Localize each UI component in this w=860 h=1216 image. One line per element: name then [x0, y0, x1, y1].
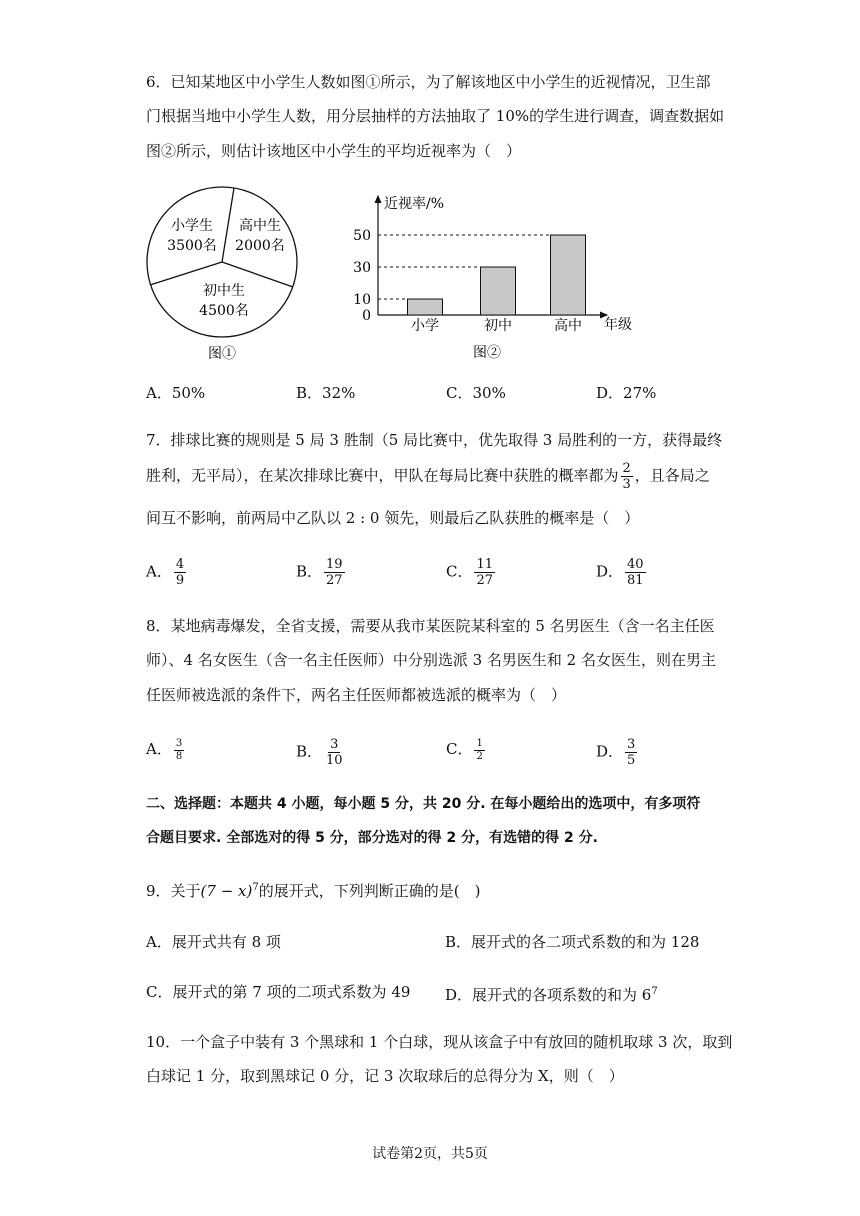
- x-tick-label-初中: 初中: [484, 318, 512, 334]
- q6-option-b[interactable]: B．32%: [296, 384, 356, 402]
- q7-option-a[interactable]: A． $\frac{4}{9}$: [146, 557, 185, 588]
- chart-caption: 图②: [473, 345, 501, 361]
- pie-label-middle: 初中生: [203, 283, 245, 299]
- q8-line-3: 任医师被选派的条件下，两名主任医师都被选派的概率为（ ）: [146, 686, 567, 704]
- q6-option-d[interactable]: D．27%: [596, 384, 657, 402]
- y-tick-label-0: 0: [362, 308, 371, 324]
- q9-option-c[interactable]: C．展开式的第 7 项的二项式系数为 49: [146, 983, 411, 1001]
- q9-option-d[interactable]: D．展开式的各项系数的和为 $6^7$: [445, 986, 658, 1004]
- bar-高中: [551, 235, 586, 315]
- q7-line-1: 7．排球比赛的规则是 5 局 3 胜制（5 局比赛中，优先取得 3 局胜利的一方，获得最终: [146, 431, 723, 449]
- q8-line-1: 8．某地病毒爆发，全省支援，需要从我市某医院某科室的 5 名男医生（含一名主任医: [146, 617, 715, 635]
- q6-option-a[interactable]: A．50%: [146, 384, 206, 402]
- q10-line-2: 白球记 1 分，取到黑球记 0 分，记 3 次取球后的总得分为 X，则（ ）: [146, 1067, 624, 1085]
- q6-line-3: 图②所示，则估计该地区中小学生的平均近视率为（ ）: [146, 142, 522, 160]
- q8-option-b[interactable]: B． $\frac{3}{10}$: [296, 737, 343, 768]
- page-footer: 试卷第2页，共5页: [372, 1146, 488, 1162]
- q7-line-2-tail: ，且各局之: [634, 466, 710, 485]
- q10-line-1: 10．一个盒子中装有 3 个黑球和 1 个白球，现从该盒子中有放回的随机取球 3 次，取到: [146, 1033, 733, 1051]
- x-tick-label-高中: 高中: [554, 318, 582, 334]
- q7-option-c[interactable]: C． $\frac{11}{27}$: [446, 557, 494, 588]
- pie-count-primary: 3500名: [167, 238, 217, 254]
- pie-count-middle: 4500名: [199, 303, 249, 319]
- q9-expression: (7 − x): [200, 882, 253, 900]
- q8-option-c[interactable]: C． $\frac{1}{2}$: [446, 737, 483, 762]
- section2-line-1: 二、选择题：本题共 4 小题，每小题 5 分，共 20 分. 在每小题给出的选项中，有多项符: [146, 796, 701, 812]
- q7-option-d[interactable]: D． $\frac{40}{81}$: [596, 557, 644, 588]
- q7-option-b[interactable]: B． $\frac{19}{27}$: [296, 557, 343, 588]
- q8-option-d[interactable]: D． $\frac{3}{5}$: [596, 737, 636, 768]
- section2-line-2: 合题目要求. 全部选对的得 5 分，部分选对的得 2 分，有选错的得 2 分.: [146, 830, 598, 846]
- q6-option-c[interactable]: C．30%: [446, 384, 506, 402]
- q7-probability-fraction: $\frac{2}{3}$: [622, 461, 631, 492]
- y-tick-label-10: 10: [353, 292, 371, 308]
- q8-option-a[interactable]: A． $\frac{3}{8}$: [146, 737, 183, 762]
- q9-option-a[interactable]: A．展开式共有 8 项: [146, 933, 281, 951]
- x-tick-label-小学: 小学: [411, 318, 439, 334]
- pie-caption: 图①: [208, 346, 236, 362]
- q7-line-2: [146, 461, 710, 492]
- y-tick-label-50: 50: [353, 228, 371, 244]
- bar-初中: [481, 267, 516, 315]
- q9-option-b[interactable]: B．展开式的各二项式系数的和为 128: [445, 933, 700, 951]
- q7-line-3: 间互不影响，前两局中乙队以 2 : 0 领先，则最后乙队获胜的概率是（ ）: [146, 509, 640, 527]
- q9-exponent: 7: [252, 882, 259, 893]
- q9-stem: 9．关于$(7 - x)^7$的展开式，下列判断正确的是( ): [146, 882, 481, 900]
- pie-label-primary: 小学生: [171, 218, 213, 234]
- bar-小学: [408, 299, 443, 315]
- bar-chart: [345, 188, 645, 366]
- q7-line-2-text: 胜利，无平局），在某次排球比赛中，甲队在每局比赛中获胜的概率都为: [146, 466, 619, 485]
- y-axis-label: 近视率/%: [384, 196, 445, 212]
- x-axis-label: 年级: [604, 317, 632, 333]
- q6-line-1: 6．已知某地区中小学生人数如图①所示，为了解该地区中小学生的近视情况，卫生部: [146, 73, 711, 91]
- pie-count-high: 2000名: [235, 238, 285, 254]
- pie-chart: [138, 182, 308, 362]
- pie-label-high: 高中生: [239, 218, 281, 234]
- q6-line-2: 门根据当地中小学生人数，用分层抽样的方法抽取了 10%的学生进行调查，调查数据如: [146, 107, 725, 125]
- q8-line-2: 师）、4 名女医生（含一名主任医师）中分别选派 3 名男医生和 2 名女医生，则在男主: [146, 651, 716, 669]
- y-tick-label-30: 30: [353, 260, 371, 276]
